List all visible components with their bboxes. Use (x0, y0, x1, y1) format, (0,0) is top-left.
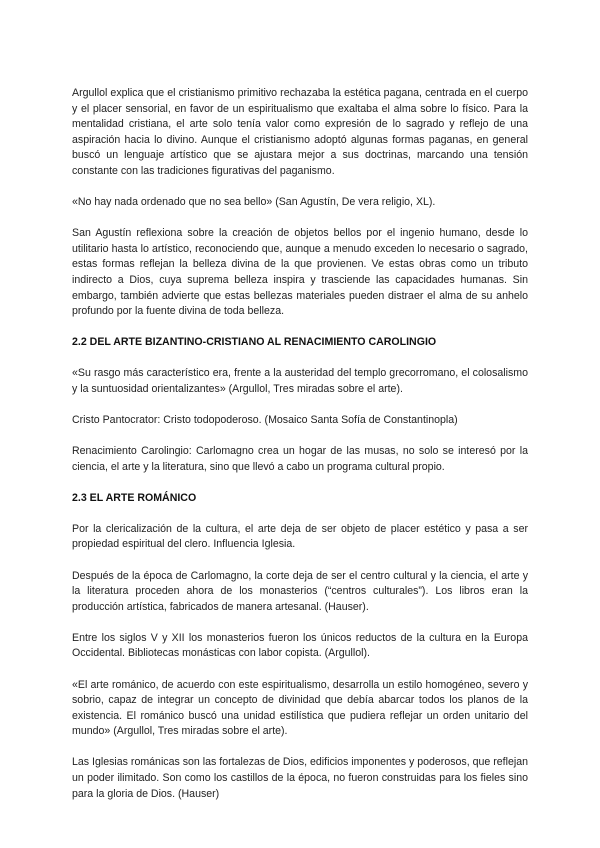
quote-bizantino: «Su rasgo más característico era, frente a la austeridad del templo grecorromano, el colosalismo y la suntuosidad orientalizantes» (Argullol, Tres miradas sobre el arte). (72, 367, 528, 395)
section-heading-2-3: 2.3 EL ARTE ROMÁNICO (72, 491, 197, 504)
paragraph-san-agustin: San Agustín reflexiona sobre la creación de objetos bellos por el ingenio humano, desde lo utilitario hasta lo artístico, reconociendo que, aunque a menudo exceden lo necesario o sagrado, estas formas reflejan la belleza divina de la que provienen. Ve estas obras como un tributo indirecto a Dios, cuya suprema belleza inspira y trasciende las capacidades humanas. Sin embargo, también advierte que estas bellezas materiales pueden distraer el alma de su anhelo profundo por la fuente divina de toda belleza. (72, 227, 528, 318)
paragraph-carolingio: Renacimiento Carolingio: Carlomagno crea un hogar de las musas, no solo se interesó por la ciencia, el arte y la literatura, sino que llevó a cabo un programa cultural propio. (72, 445, 528, 473)
paragraph-argullol-cristianismo: Argullol explica que el cristianismo primitivo rechazaba la estética pagana, centrada en el cuerpo y el placer sensorial, en favor de un espiritualismo que exaltaba el alma sobre lo físico. Para la mentalidad cristiana, el arte solo tenía valor como expresión de lo sagrado y reflejo de una aspiración hacia lo divino. Aunque el cristianismo adoptó algunas formas paganas, en general buscó un lenguaje artístico que se ajustara mejor a sus doctrinas, marcando una tensión constante con las tradiciones figurativas del paganismo. (72, 87, 528, 177)
section-heading-2-2: 2.2 DEL ARTE BIZANTINO-CRISTIANO AL RENACIMIENTO CAROLINGIO (72, 336, 437, 349)
paragraph-clericalizacion: Por la clericalización de la cultura, el arte deja de ser objeto de placer estético y pasa a ser propiedad espiritual del clero. Influencia Iglesia. (72, 522, 528, 551)
quote-san-agustin: «No hay nada ordenado que no sea bello» (San Agustín, De vera religio, XL). (72, 196, 436, 209)
page-content (72, 86, 528, 818)
paragraph-siglos: Entre los siglos V y XII los monasterios fueron los únicos reductos de la cultura en la Europa Occidental. Bibliotecas monásticas con labor copista. (Argullol). (72, 631, 528, 660)
paragraph-monasterios: Después de la época de Carlomagno, la corte deja de ser el centro cultural y la ciencia, el arte y la literatura proceden ahora de los monasterios (“centros culturales”). Los libros eran la producción artística, fabricados de manera artesanal. (Hauser). (72, 569, 528, 613)
paragraph-pantocrator: Cristo Pantocrator: Cristo todopoderoso. (Mosaico Santa Sofía de Constantinopla) (72, 414, 458, 426)
paragraph-iglesias: Las Iglesias románicas son las fortalezas de Dios, edificios imponentes y poderosos, que reflejan un poder ilimitado. Son como los castillos de la época, no fueron construidas para los fieles sino para la gloria de Dios. (Hauser) (72, 756, 528, 800)
quote-romanico: «El arte románico, de acuerdo con este espiritualismo, desarrolla un estilo homogéneo, severo y sobrio, capaz de integrar un concepto de divinidad que debía abarcar todos los planos de la existencia. El románico buscó una unidad estilística que pudiera reflejar un orden unitario del mundo» (Argullol, Tres miradas sobre el arte). (72, 678, 528, 738)
